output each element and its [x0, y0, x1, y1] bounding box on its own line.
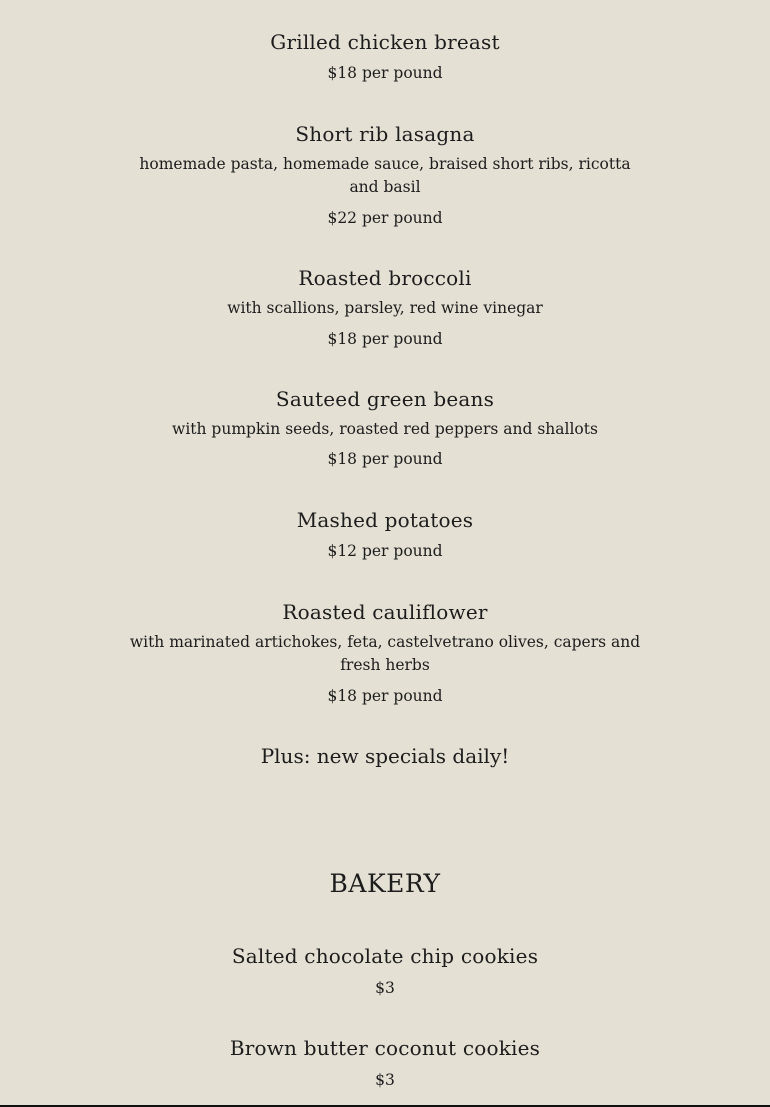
menu-item-name: Roasted broccoli — [298, 266, 472, 290]
menu-item-price: $12 per pound — [327, 542, 443, 560]
menu-item-description: with marinated artichokes, feta, castelvetrano olives, capers and fresh herbs — [129, 633, 641, 674]
menu-item-name: Grilled chicken breast — [270, 30, 500, 54]
menu-item-name: Sauteed green beans — [275, 387, 495, 411]
bakery-item-price: $3 — [375, 1071, 395, 1089]
bakery-item-name: Salted chocolate chip cookies — [231, 944, 539, 968]
menu-item-price: $18 per pound — [327, 330, 443, 348]
menu-item-price: $18 per pound — [327, 687, 443, 705]
bakery-item-price: $3 — [375, 979, 395, 997]
section-heading-bakery: BAKERY — [329, 869, 441, 898]
menu-item-name: Short rib lasagna — [295, 122, 475, 146]
bakery-item-name: Brown butter coconut cookies — [229, 1036, 541, 1060]
menu-item-price: $18 per pound — [327, 64, 443, 82]
menu-item-description: with scallions, parsley, red wine vinegar — [227, 299, 543, 317]
menu-item-price: $18 per pound — [327, 450, 443, 468]
menu-item-name: Mashed potatoes — [296, 508, 474, 532]
menu-item-name: Roasted cauliflower — [282, 600, 488, 624]
menu-item-description: homemade pasta, homemade sauce, braised short ribs, ricotta and basil — [139, 155, 631, 196]
menu-item-description: with pumpkin seeds, roasted red peppers and shallots — [172, 420, 598, 438]
menu-item-price: $22 per pound — [327, 209, 443, 227]
specials-note: Plus: new specials daily! — [260, 744, 510, 768]
